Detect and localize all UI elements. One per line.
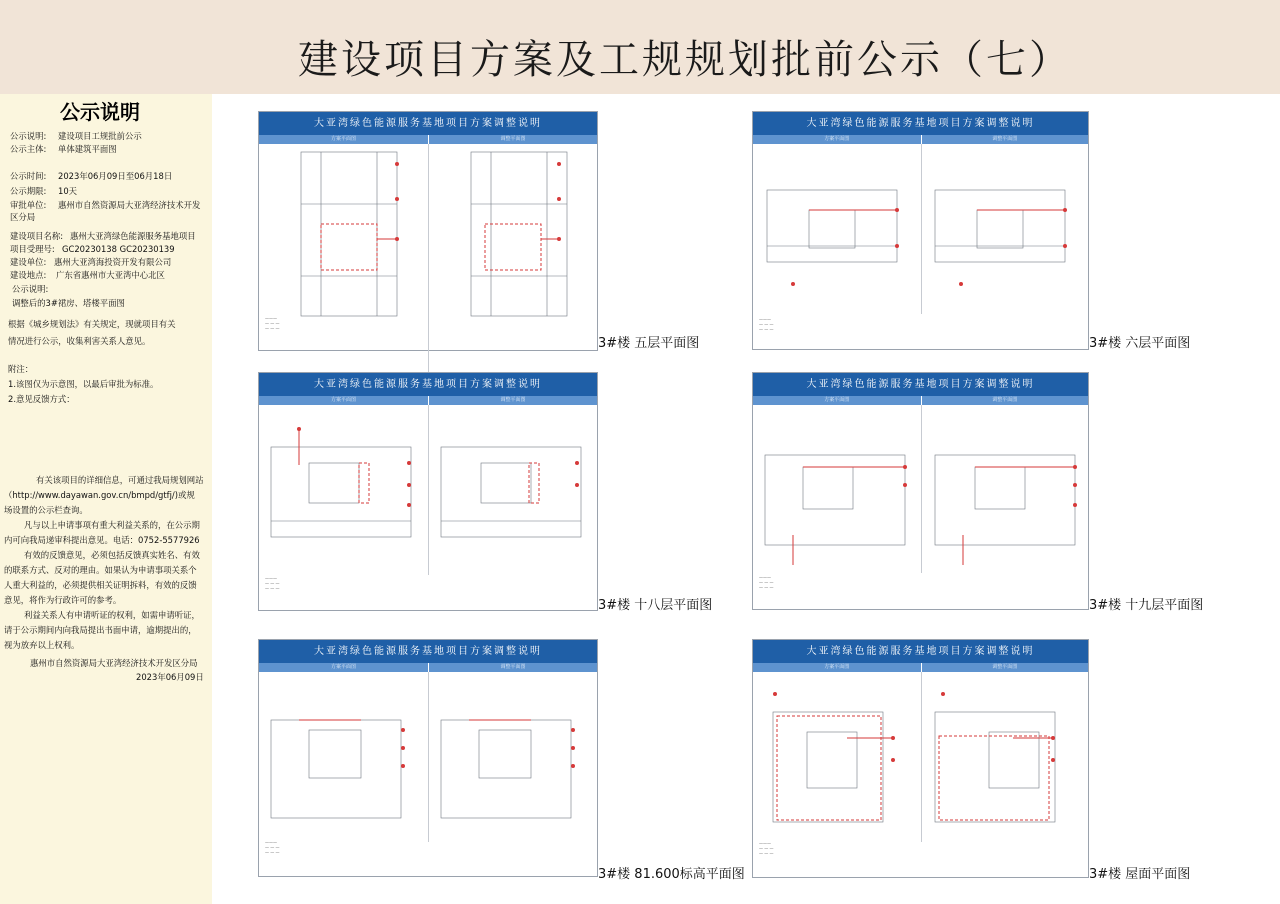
field-label: 公示说明: (12, 284, 49, 294)
sheet-caption: 3#楼 十九层平面图 (1089, 598, 1204, 613)
floor-plan-drawing (753, 144, 1090, 314)
floor-plan-drawing (259, 144, 599, 320)
plan-sheet (752, 111, 1089, 350)
field-value: GC20230138 GC20230139 (62, 244, 175, 254)
plan-sheet (752, 639, 1089, 878)
sheet-left-label: 方案平面图 (753, 396, 921, 405)
note-line: 2.意见反馈方式： (8, 394, 75, 404)
field-value: 10天 (58, 186, 78, 196)
field-value: 惠州市自然资源局大亚湾经济技术开发 (58, 200, 201, 210)
sheet-left-label: 方案平面图 (753, 135, 921, 144)
plan-sheet (752, 372, 1089, 610)
field-row (10, 170, 172, 182)
page-title: 建设项目方案及工规规划批前公示（七） (298, 37, 1072, 83)
notice-heading: 公示说明 (60, 100, 140, 124)
paragraph-line: 意见，将作为行政许可的参考。 (4, 595, 122, 605)
sheet-right-label: 调整平面图 (921, 135, 1089, 144)
sheet-right-label: 调整平面图 (921, 396, 1089, 405)
field-label: 审批单位: (10, 200, 47, 210)
field-label: 公示期限: (10, 186, 47, 196)
paragraph-line: 有效的反馈意见，必须包括反馈真实姓名、有效 (24, 550, 200, 560)
plan-sheet (258, 111, 598, 351)
sheet-header: 大亚湾绿色能源服务基地项目方案调整说明 (259, 640, 597, 663)
paragraph-line: 情况进行公示，收集利害关系人意见。 (8, 336, 151, 346)
sheet-right-label: 调整平面图 (428, 396, 597, 405)
sheet-notes: ——— — — — — — — (265, 840, 280, 855)
paragraph-line: （http://www.dayawan.gov.cn/bmpd/gtfj/)或规 (4, 490, 195, 500)
sheet-header: 大亚湾绿色能源服务基地项目方案调整说明 (753, 373, 1088, 396)
field-row (10, 143, 117, 155)
field-value: 2023年06月09日至06月18日 (58, 171, 173, 181)
sheet-caption: 3#楼 屋面平面图 (1089, 867, 1191, 882)
sheet-notes: ——— — — — — — — (265, 576, 280, 591)
sheet-caption: 3#楼 六层平面图 (1089, 336, 1191, 351)
sheet-header: 大亚湾绿色能源服务基地项目方案调整说明 (259, 373, 597, 396)
sheet-notes: ——— — — — — — — (759, 317, 774, 332)
field-value: 单体建筑平面图 (58, 144, 117, 154)
plan-sheet (258, 372, 598, 611)
law-paragraph (8, 317, 176, 349)
paragraph-line: 有关该项目的详细信息，可通过我局规划网站 (36, 475, 204, 485)
field-row (10, 199, 200, 211)
field-row (12, 297, 125, 309)
sheet-left-label: 方案平面图 (259, 663, 428, 672)
field-value: 区分局 (10, 212, 36, 222)
field-value: 惠州大亚湾绿色能源服务基地项目 (70, 231, 196, 241)
field-row (10, 130, 142, 142)
field-label: 建设项目名称: (10, 231, 64, 241)
paragraph-line: 根据《城乡规划法》有关规定，现就项目有关 (8, 319, 176, 329)
sheet-caption: 3#楼 五层平面图 (598, 336, 700, 351)
sheet-notes: ——— — — — — — — (265, 316, 280, 331)
field-row (10, 211, 35, 223)
sheet-caption: 3#楼 十八层平面图 (598, 598, 713, 613)
field-label: 公示说明: (10, 131, 47, 141)
field-row (10, 256, 171, 268)
floor-plan-drawing (259, 672, 599, 842)
notes-block (8, 362, 158, 407)
issue-date: 2023年06月09日 (136, 672, 204, 682)
sheet-left-label: 方案平面图 (259, 396, 428, 405)
field-row (10, 185, 77, 197)
sheet-notes: ——— — — — — — — (759, 841, 774, 856)
field-label: 建设单位: (10, 257, 47, 267)
sheet-header: 大亚湾绿色能源服务基地项目方案调整说明 (753, 112, 1088, 135)
field-label: 建设地点: (10, 270, 47, 280)
field-value: 广东省惠州市大亚湾中心北区 (56, 270, 165, 280)
field-row (12, 283, 48, 295)
sheet-caption: 3#楼 81.600标高平面图 (598, 867, 745, 882)
contact-paragraph (4, 473, 210, 653)
floor-plan-drawing (753, 405, 1090, 573)
field-row (10, 243, 175, 255)
floor-plan-drawing (259, 405, 599, 575)
sheet-right-label: 调整平面图 (428, 663, 597, 672)
floor-plan-drawing (753, 672, 1090, 842)
paragraph-line: 利益关系人有申请听证的权利，如需申请听证， (24, 610, 200, 620)
note-line: 1.该图仅为示意图，以最后审批为标准。 (8, 379, 159, 389)
paragraph-line: 内可向我局递审科提出意见。电话：0752-5577926 (4, 535, 200, 545)
sheet-right-label: 调整平面图 (428, 135, 597, 144)
field-row (10, 230, 196, 242)
field-value: 调整后的3#裙房、塔楼平面图 (12, 298, 125, 308)
field-value: 建设项目工规批前公示 (58, 131, 142, 141)
sheet-left-label: 方案平面图 (753, 663, 921, 672)
sheet-left-label: 方案平面图 (259, 135, 428, 144)
sheet-header: 大亚湾绿色能源服务基地项目方案调整说明 (753, 640, 1088, 663)
issuer: 惠州市自然资源局大亚湾经济技术开发区分局 (30, 658, 198, 668)
plan-sheet (258, 639, 598, 877)
sheet-notes: ——— — — — — — — (759, 575, 774, 590)
paragraph-line: 视为放弃以上权利。 (4, 640, 80, 650)
field-value: 惠州大亚湾海投资开发有限公司 (54, 257, 172, 267)
notes-heading: 附注： (8, 364, 34, 374)
sheet-header: 大亚湾绿色能源服务基地项目方案调整说明 (259, 112, 597, 135)
field-label: 公示主体: (10, 144, 47, 154)
field-row (10, 269, 165, 281)
paragraph-line: 人重大利益的，必须提供相关证明拆料，有效的反馈 (4, 580, 197, 590)
field-label: 公示时间: (10, 171, 47, 181)
paragraph-line: 凡与以上申请事项有重大利益关系的，在公示期 (24, 520, 200, 530)
field-label: 项目受理号: (10, 244, 55, 254)
paragraph-line: 请于公示期间内向我局提出书面申请，逾期提出的， (4, 625, 197, 635)
paragraph-line: 的联系方式、反对的理由。如果认为申请事项关系个 (4, 565, 197, 575)
sheet-right-label: 调整平面图 (921, 663, 1089, 672)
paragraph-line: 场设置的公示栏查询。 (4, 505, 88, 515)
